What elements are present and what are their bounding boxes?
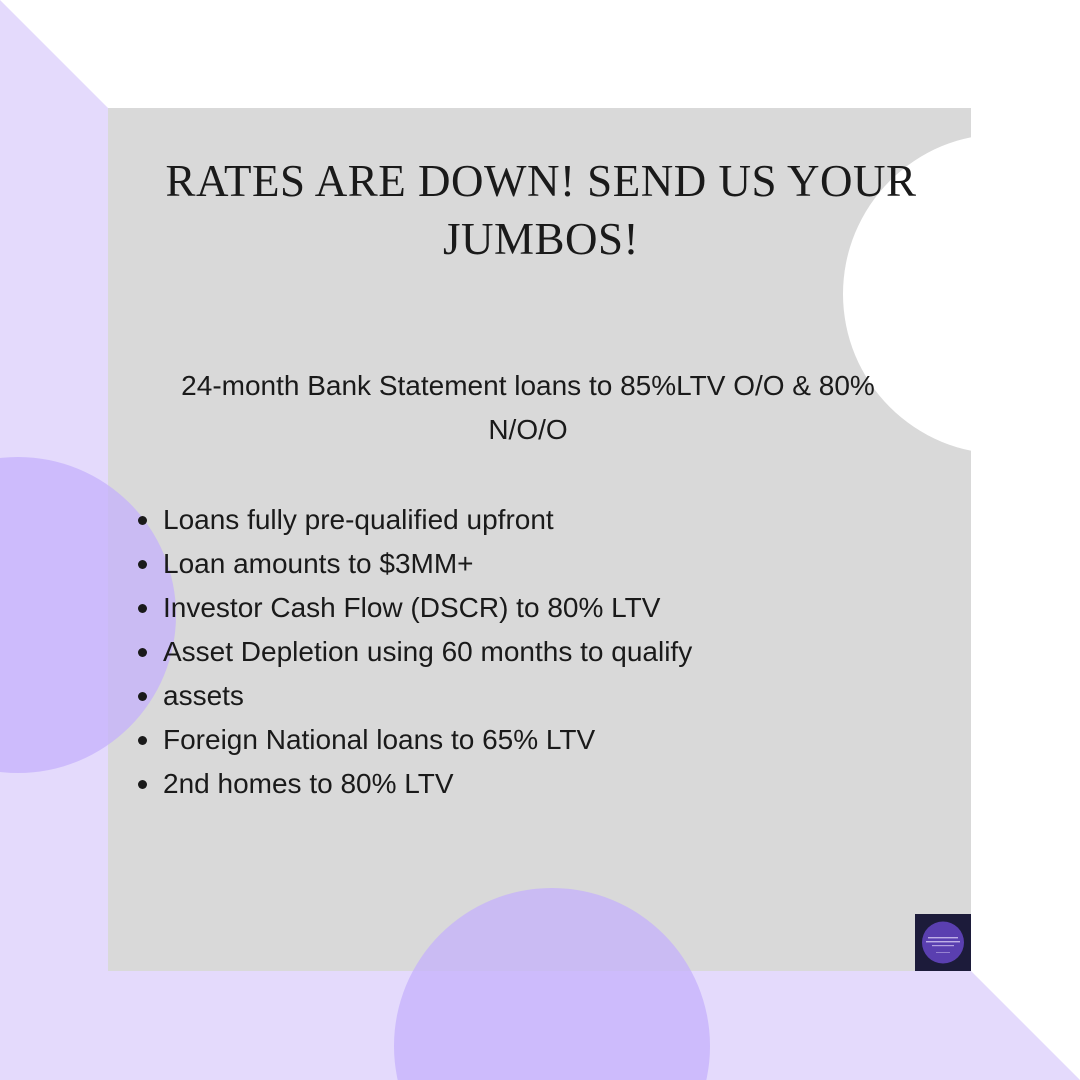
bullet-dot-icon [138,516,147,525]
list-item-text: Loans fully pre-qualified upfront [163,504,554,535]
list-item-text: assets [163,680,244,711]
list-item [132,718,892,762]
headline [118,152,964,268]
list-item [132,586,892,630]
list-item-text: Foreign National loans to 65% LTV [163,724,596,755]
feature-list [132,498,892,806]
subheadline-line-1: 24-month Bank Statement loans to 85%LTV O/O & 80% [181,370,875,401]
list-item [132,542,892,586]
bullet-dot-icon [138,736,147,745]
list-item [132,674,892,718]
logo-icon [915,914,971,971]
list-item [132,630,892,674]
list-item-text: Loan amounts to $3MM+ [163,548,474,579]
bullet-dot-icon [138,648,147,657]
subheadline-line-2: N/O/O [488,414,568,445]
list-item [132,498,892,542]
list-item-text: 2nd homes to 80% LTV [163,768,454,799]
subheadline [128,364,928,452]
bullet-dot-icon [138,780,147,789]
headline-line-2: JUMBOS! [442,214,640,264]
headline-line-1: RATES ARE DOWN! SEND US YOUR [165,156,917,206]
bullet-dot-icon [138,560,147,569]
bullet-dot-icon [138,604,147,613]
list-item-text: Investor Cash Flow (DSCR) to 80% LTV [163,592,661,623]
bullet-dot-icon [138,692,147,701]
list-item-text: Asset Depletion using 60 months to qualify [163,636,693,667]
list-item [132,762,892,806]
company-logo-badge [915,914,971,971]
